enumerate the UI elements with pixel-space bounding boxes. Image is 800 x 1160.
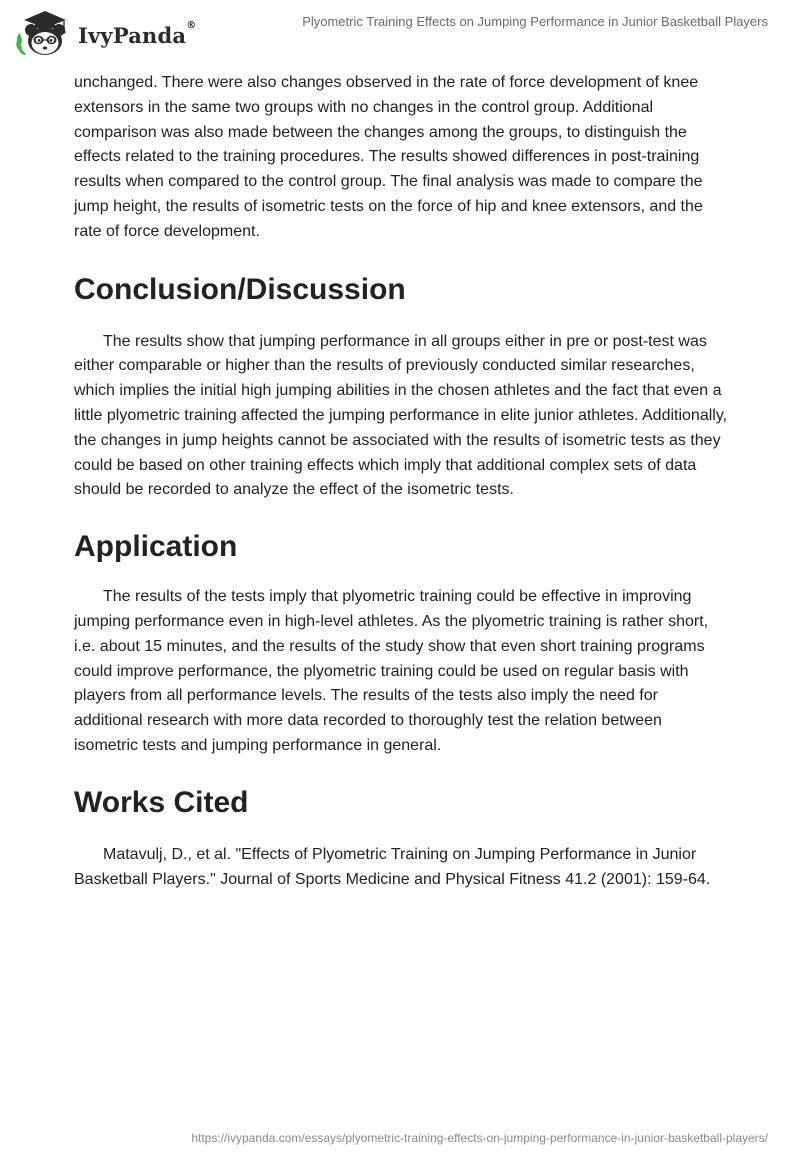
application-paragraph: The results of the tests imply that plyometric training could be effective in improving jumping performance even in high-level athletes. As the plyometric training is rather short, i.e. about 15 minutes, and the results of the study show that even short training programs could improve performance, the plyometric training could be used on regular basis with players from all performance levels. The results of the tests also imply the need for additional research with more data recorded to thoroughly test the relation between isometric tests and jumping performance in general. xyxy=(74,588,709,754)
intro-paragraph: unchanged. There were also changes observed in the rate of force development of knee extensors in the same two groups with no changes in the control group. Additional comparison was also made between the changes among the groups, to distinguish the effects related to the training procedures. The results showed differences in post-training results when compared to the control group. The final analysis was made to compare the jump height, the results of isometric tests on the force of hip and knee extensors, and the rate of force development. xyxy=(74,74,703,240)
conclusion-heading: Conclusion/Discussion xyxy=(74,272,406,306)
citation-entry: Matavulj, D., et al. "Effects of Plyometric Training on Jumping Performance in Junior Basketball Players." Journal of Sports Medicine and Physical Fitness 41.2 (2001): 159-64. xyxy=(74,845,711,888)
ivypanda-logo[interactable] xyxy=(14,8,196,58)
registered-mark: ® xyxy=(186,19,197,31)
brand-name xyxy=(78,19,197,48)
source-url-link[interactable]: https://ivypanda.com/essays/plyometric-training-effects-on-jumping-performance-in-junior-basketball-players/ xyxy=(191,1131,768,1145)
conclusion-paragraph: The results show that jumping performance in all groups either in pre or post-test was either comparable or higher than the results of previously conducted similar researches, which implies the initial high jumping abilities in the chosen athletes and the fact that even a little plyometric training affected the jumping performance in elite junior athletes. Additionally, the changes in jump heights cannot be associated with the results of isometric tests as they could be based on other training effects which imply that additional complex sets of data should be recorded to analyze the effect of the isometric tests. xyxy=(74,332,728,499)
panda-graduation-cap-icon xyxy=(14,8,76,58)
application-heading: Application xyxy=(74,530,238,564)
document-title: Plyometric Training Effects on Jumping Performance in Junior Basketball Players xyxy=(302,14,768,29)
essay-body xyxy=(74,71,728,892)
works-cited-heading: Works Cited xyxy=(74,785,249,819)
brand-name-text: IvyPanda xyxy=(78,22,187,48)
page-header xyxy=(0,0,800,70)
